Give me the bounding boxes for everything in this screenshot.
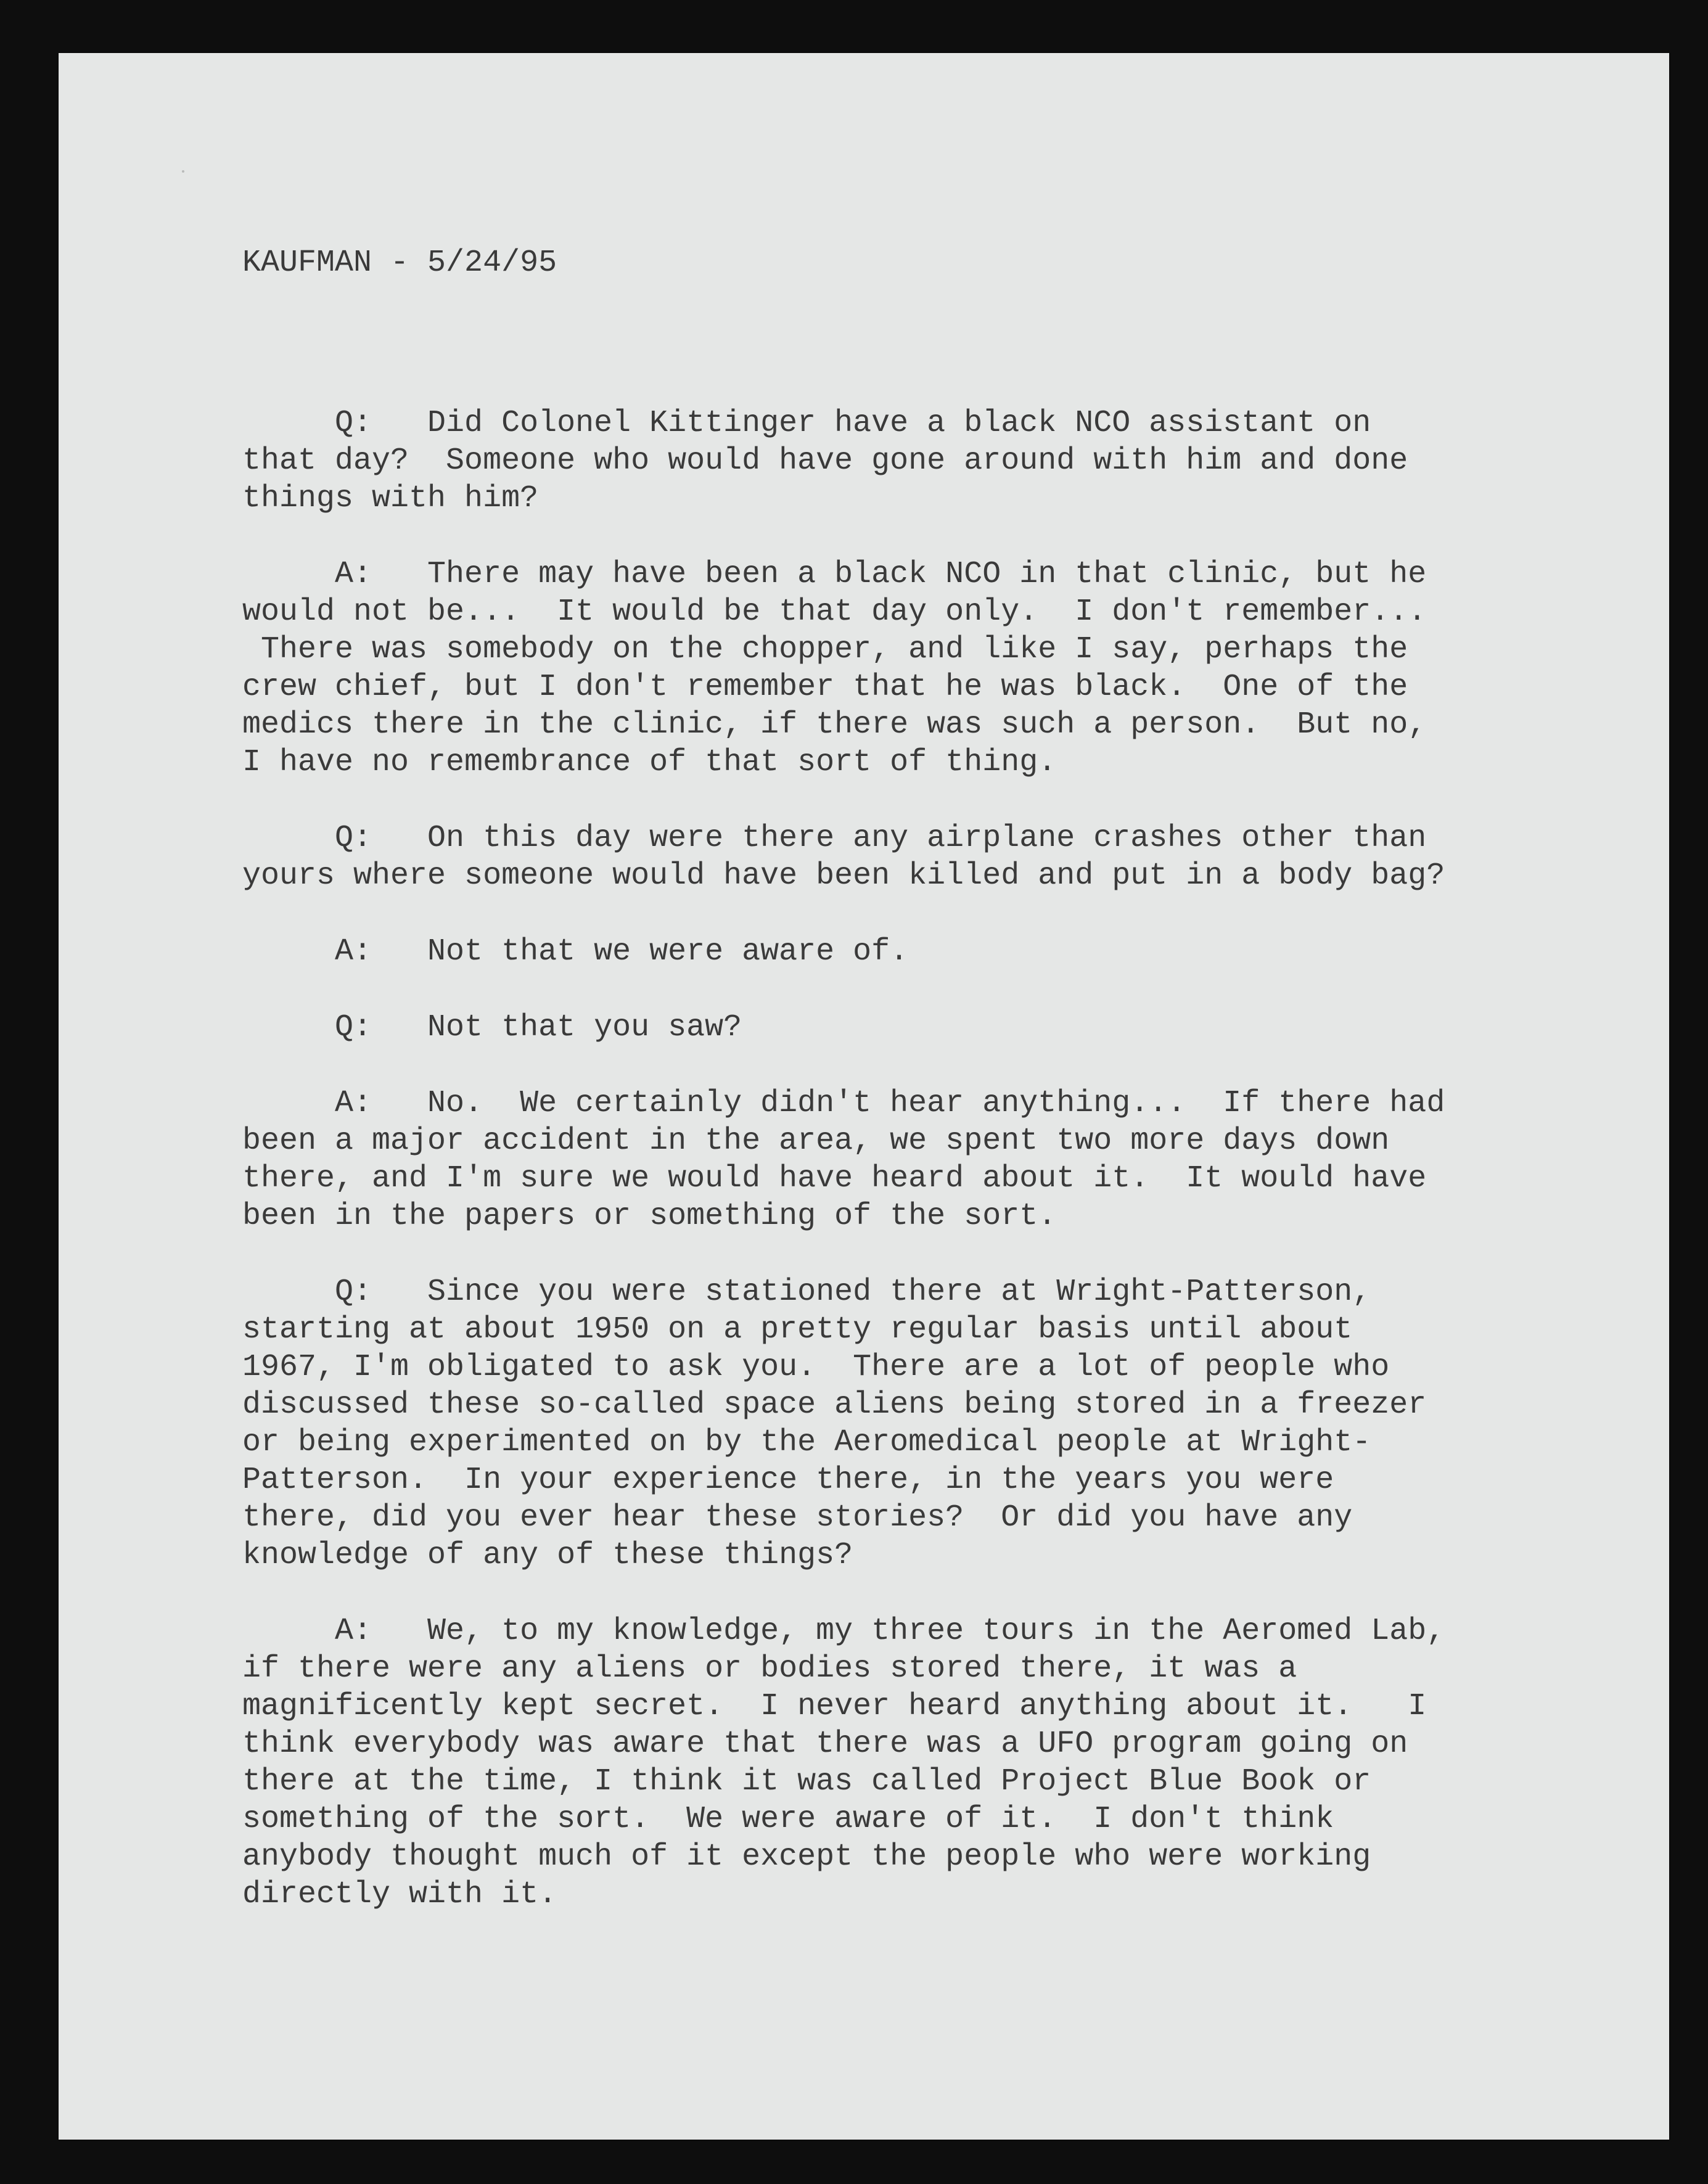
paper-speck — [182, 170, 184, 173]
paragraph-line: knowledge of any of these things? — [242, 1538, 853, 1573]
paragraph — [242, 556, 1537, 781]
paragraph-gap — [242, 517, 1537, 556]
paragraph-gap — [242, 1574, 1537, 1612]
paragraph-line: think everybody was aware that there was a UFO program going on — [242, 1726, 1408, 1762]
paragraph-gap — [242, 1046, 1537, 1085]
paragraph-line: Patterson. In your experience there, in the years you were — [242, 1463, 1334, 1498]
paragraph-line: anybody thought much of it except the people who were working — [242, 1839, 1371, 1874]
paragraph — [242, 1612, 1537, 1913]
transcript-body — [242, 404, 1537, 1913]
paragraph-line: 1967, I'm obligated to ask you. There are a lot of people who — [242, 1350, 1390, 1385]
paragraph-line: directly with it. — [242, 1877, 557, 1912]
paragraph — [242, 1009, 1537, 1046]
paragraph — [242, 1273, 1537, 1574]
paragraph-gap — [242, 1235, 1537, 1273]
paragraph-line: there at the time, I think it was called Project Blue Book or — [242, 1764, 1371, 1799]
paragraph-line: magnificently kept secret. I never heard anything about it. I — [242, 1689, 1427, 1724]
document-page — [59, 53, 1669, 2140]
paragraph-line: medics there in the clinic, if there was such a person. But no, — [242, 707, 1427, 742]
paragraph-line: A: Not that we were aware of. — [242, 934, 909, 969]
paragraph — [242, 819, 1537, 895]
paragraph-line: Q: Not that you saw? — [242, 1010, 742, 1045]
paragraph — [242, 933, 1537, 971]
paragraph-line: Q: On this day were there any airplane crashes other than — [242, 821, 1427, 856]
paragraph-gap — [242, 781, 1537, 819]
paragraph-line: been a major accident in the area, we spent two more days down — [242, 1123, 1390, 1159]
paragraph-line: Q: Did Colonel Kittinger have a black NCO assistant on — [242, 406, 1371, 441]
document-header: KAUFMAN - 5/24/95 — [242, 245, 557, 281]
paragraph-line: A: We, to my knowledge, my three tours in the Aeromed Lab, — [242, 1614, 1445, 1649]
paragraph-line: things with him? — [242, 481, 539, 516]
paragraph-line: that day? Someone who would have gone around with him and done — [242, 443, 1408, 478]
paragraph-line: there, did you ever hear these stories? Or did you have any — [242, 1500, 1353, 1535]
paragraph-line: Q: Since you were stationed there at Wright-Patterson, — [242, 1275, 1371, 1310]
paragraph — [242, 1085, 1537, 1235]
paragraph — [242, 404, 1537, 517]
paragraph-line: A: No. We certainly didn't hear anything... If there had — [242, 1086, 1445, 1121]
paragraph-line: would not be... It would be that day only. I don't remember... — [242, 594, 1427, 630]
paragraph-line: I have no remembrance of that sort of thing. — [242, 745, 1057, 780]
paragraph-line: there, and I'm sure we would have heard about it. It would have — [242, 1161, 1427, 1196]
paragraph-line: crew chief, but I don't remember that he was black. One of the — [242, 670, 1408, 705]
paragraph-line: There was somebody on the chopper, and like I say, perhaps the — [242, 632, 1408, 667]
paragraph-line: A: There may have been a black NCO in that clinic, but he — [242, 557, 1427, 592]
paragraph-line: yours where someone would have been killed and put in a body bag? — [242, 858, 1445, 893]
paragraph-line: or being experimented on by the Aeromedical people at Wright- — [242, 1425, 1371, 1460]
paragraph-line: discussed these so-called space aliens being stored in a freezer — [242, 1387, 1427, 1422]
paragraph-line: starting at about 1950 on a pretty regular basis until about — [242, 1312, 1353, 1347]
paragraph-gap — [242, 971, 1537, 1009]
paragraph-line: if there were any aliens or bodies stored there, it was a — [242, 1651, 1297, 1686]
paragraph-line: been in the papers or something of the sort. — [242, 1199, 1057, 1234]
paragraph-gap — [242, 895, 1537, 933]
paragraph-line: something of the sort. We were aware of it. I don't think — [242, 1802, 1334, 1837]
